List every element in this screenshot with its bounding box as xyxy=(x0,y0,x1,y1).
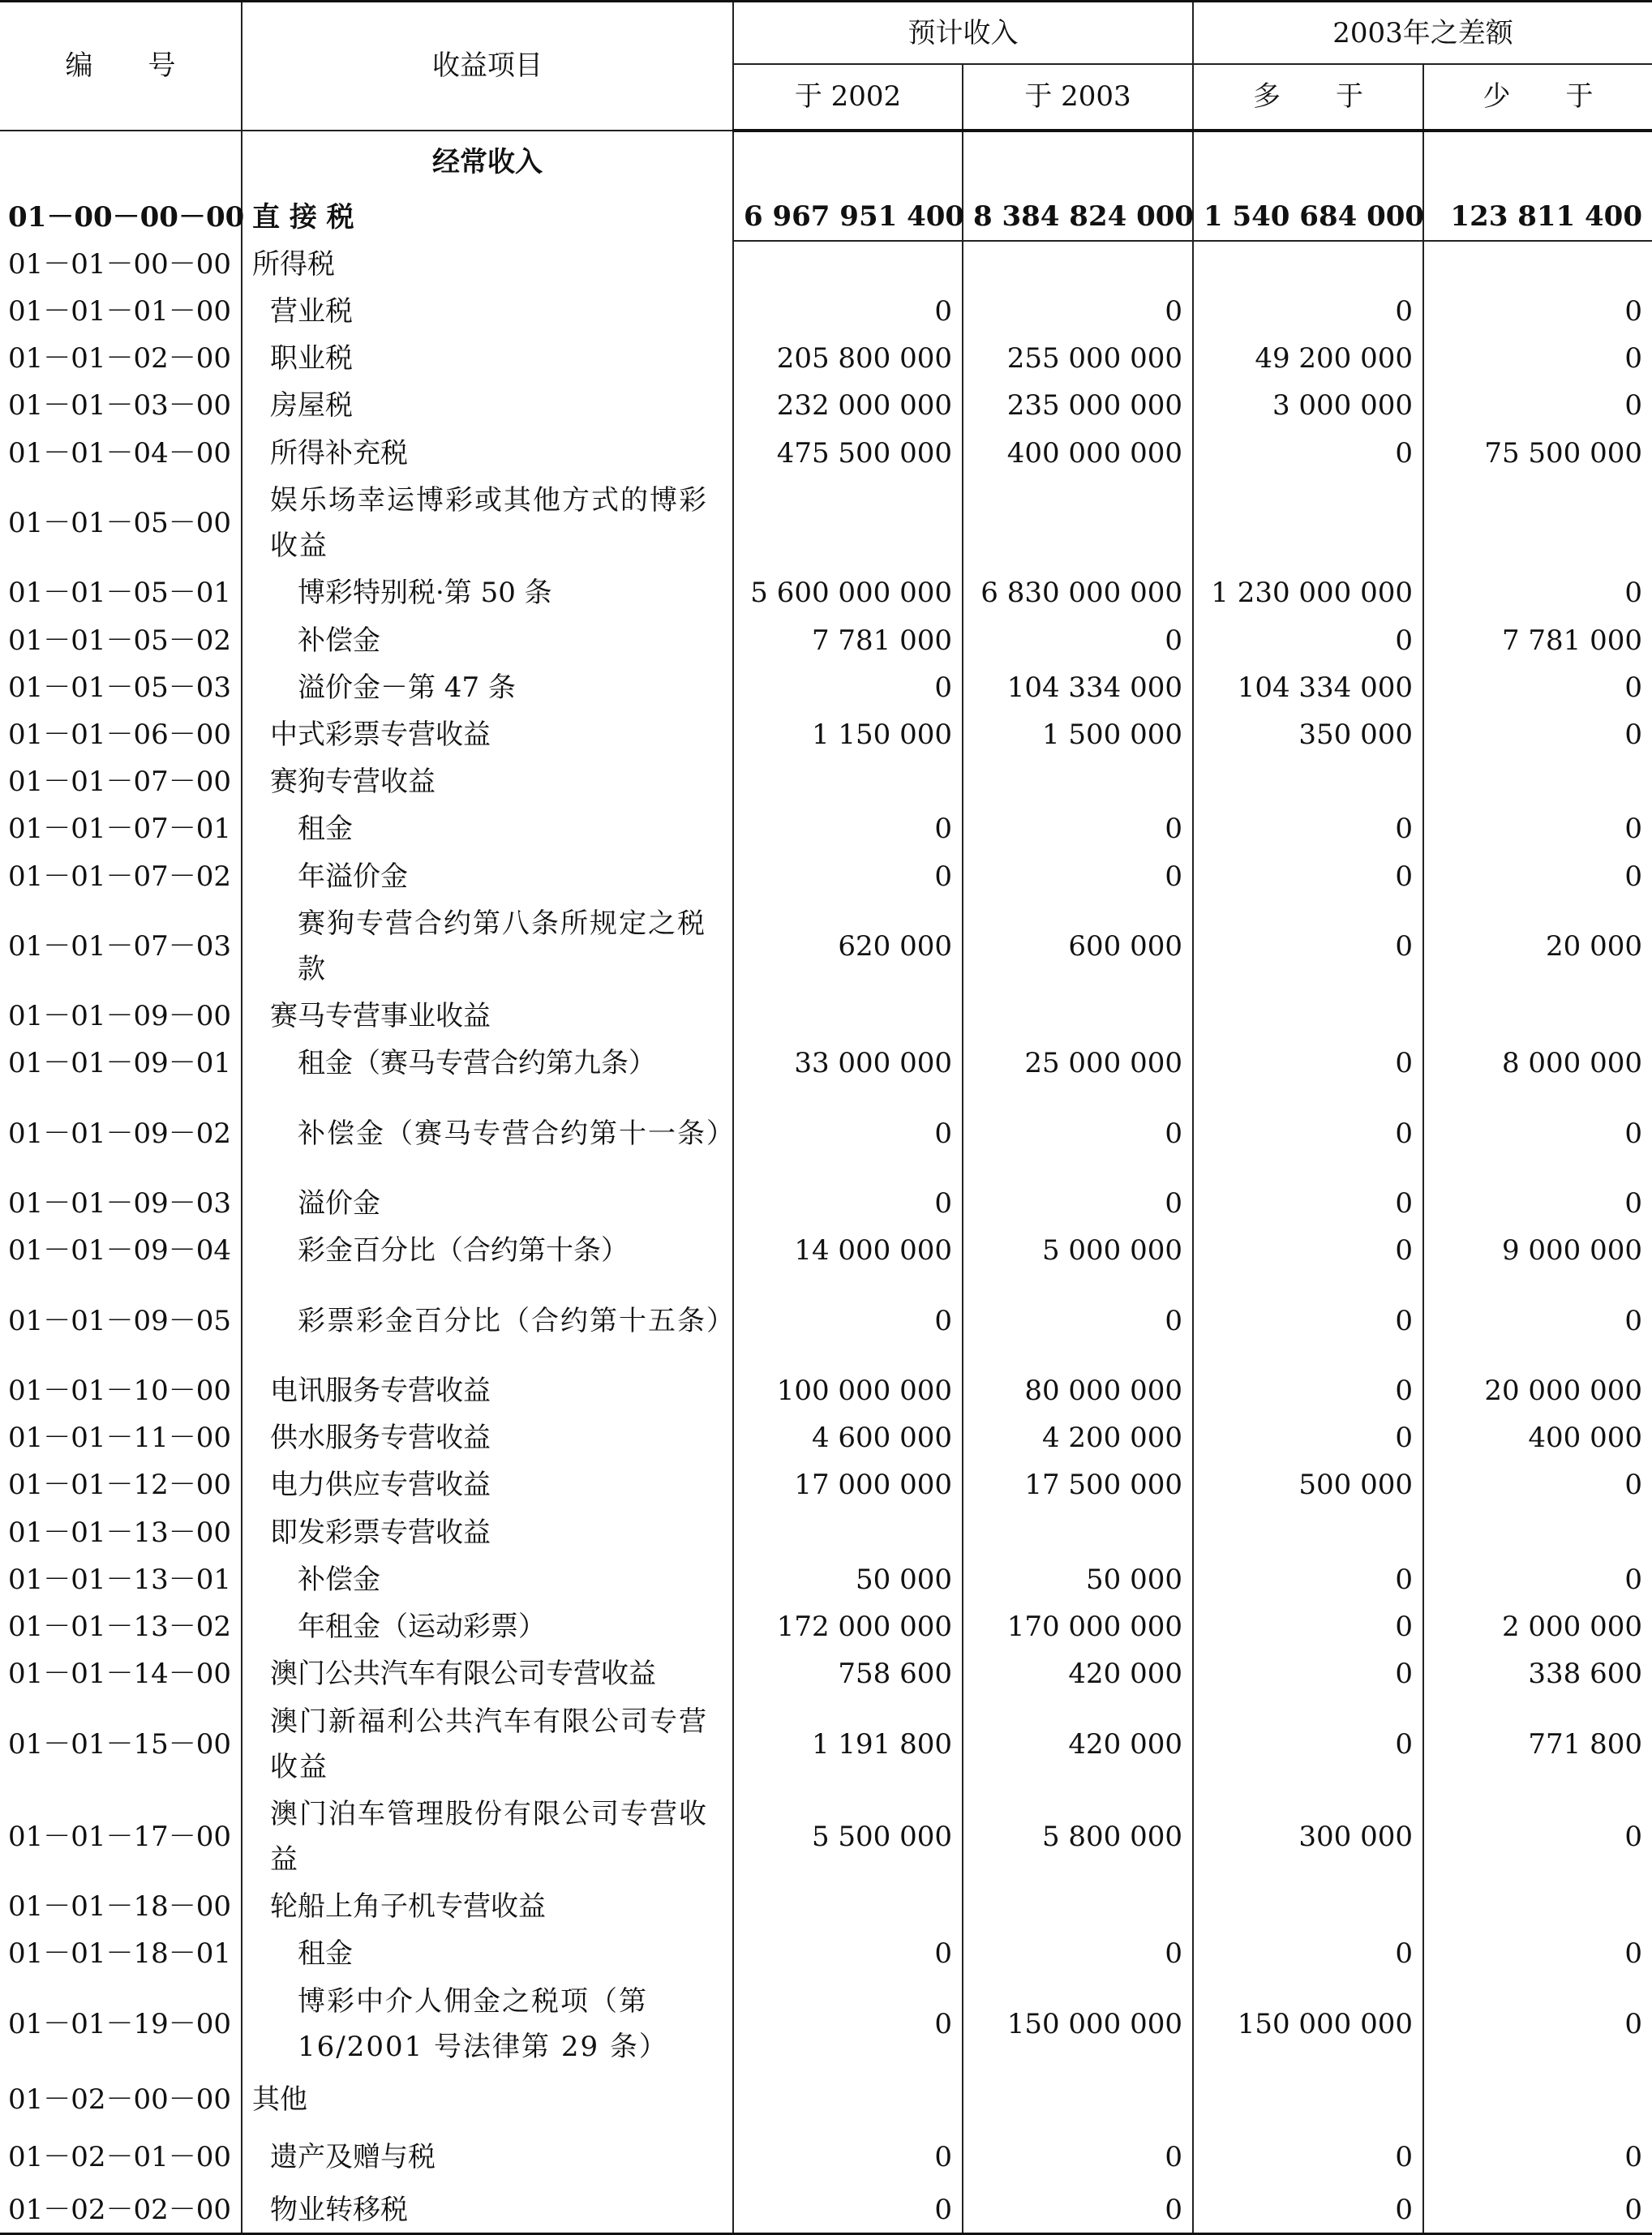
row-code: 01－01－19－00 xyxy=(0,1978,242,2070)
difference-more: 0 xyxy=(1193,1087,1423,1180)
row-item: 溢价金 xyxy=(242,1180,733,1227)
difference-more: 3 000 000 xyxy=(1193,382,1423,429)
table-row xyxy=(0,758,1652,805)
difference-less: 0 xyxy=(1423,1274,1652,1366)
difference-more: 0 xyxy=(1193,1180,1423,1227)
value-2003: 17 500 000 xyxy=(963,1461,1193,1508)
table-row xyxy=(0,1414,1652,1461)
row-item: 补偿金（赛马专营合约第十一条） xyxy=(242,1087,733,1180)
difference-less: 0 xyxy=(1423,711,1652,758)
header-code: 编 号 xyxy=(0,2,242,131)
row-code: 01－01－05－02 xyxy=(0,616,242,663)
row-item: 溢价金－第 47 条 xyxy=(242,664,733,711)
difference-less: 0 xyxy=(1423,1180,1652,1227)
header-less-than: 少 于 xyxy=(1423,64,1652,131)
value-2002: 232 000 000 xyxy=(733,382,963,429)
difference-more: 350 000 xyxy=(1193,711,1423,758)
value-2002 xyxy=(733,241,963,288)
row-code: 01－01－17－00 xyxy=(0,1791,242,1883)
difference-more xyxy=(1193,758,1423,805)
section-empty-cell xyxy=(1423,131,1652,194)
table-row xyxy=(0,711,1652,758)
value-2002: 5 500 000 xyxy=(733,1791,963,1883)
value-2003 xyxy=(963,241,1193,288)
difference-more: 0 xyxy=(1193,288,1423,335)
row-code: 01－01－09－00 xyxy=(0,993,242,1040)
value-2003: 0 xyxy=(963,1930,1193,1977)
value-2003: 0 xyxy=(963,288,1193,335)
table-row xyxy=(0,1087,1652,1180)
value-2003: 0 xyxy=(963,2186,1193,2234)
value-2002: 0 xyxy=(733,2186,963,2234)
row-code: 01－01－09－02 xyxy=(0,1087,242,1180)
table-row xyxy=(0,430,1652,477)
difference-less: 0 xyxy=(1423,1087,1652,1180)
table-row xyxy=(0,805,1652,852)
value-2003: 50 000 xyxy=(963,1556,1193,1603)
value-2002: 6 967 951 400 xyxy=(733,193,963,240)
row-item: 遗产及赠与税 xyxy=(242,2129,733,2187)
section-empty-cell xyxy=(963,131,1193,194)
row-item: 所得补充税 xyxy=(242,430,733,477)
row-code: 01－01－00－00 xyxy=(0,241,242,288)
table-row xyxy=(0,2129,1652,2187)
section-code-empty xyxy=(0,131,242,194)
difference-less xyxy=(1423,241,1652,288)
value-2003: 104 334 000 xyxy=(963,664,1193,711)
row-item: 其他 xyxy=(242,2070,733,2129)
difference-less xyxy=(1423,477,1652,569)
value-2003: 255 000 000 xyxy=(963,335,1193,382)
difference-more: 0 xyxy=(1193,1040,1423,1087)
row-item: 电讯服务专营收益 xyxy=(242,1367,733,1414)
value-2002 xyxy=(733,993,963,1040)
value-2003: 150 000 000 xyxy=(963,1978,1193,2070)
difference-less: 0 xyxy=(1423,1461,1652,1508)
table-row xyxy=(0,616,1652,663)
difference-less: 0 xyxy=(1423,1930,1652,1977)
table-row xyxy=(0,1227,1652,1274)
row-item: 赛狗专营收益 xyxy=(242,758,733,805)
difference-more: 0 xyxy=(1193,805,1423,852)
table-row xyxy=(0,382,1652,429)
table-row xyxy=(0,900,1652,993)
row-item: 彩金百分比（合约第十条） xyxy=(242,1227,733,1274)
difference-more xyxy=(1193,2070,1423,2129)
value-2003 xyxy=(963,1508,1193,1555)
difference-more: 104 334 000 xyxy=(1193,664,1423,711)
value-2003: 0 xyxy=(963,1274,1193,1366)
row-item: 澳门公共汽车有限公司专营收益 xyxy=(242,1650,733,1697)
row-item: 博彩中介人佣金之税项（第 16/2001 号法律第 29 条） xyxy=(242,1978,733,2070)
table-row xyxy=(0,1180,1652,1227)
value-2003: 0 xyxy=(963,853,1193,900)
value-2002: 4 600 000 xyxy=(733,1414,963,1461)
difference-less: 7 781 000 xyxy=(1423,616,1652,663)
table-row xyxy=(0,1650,1652,1697)
table-row xyxy=(0,2186,1652,2234)
difference-more: 1 540 684 000 xyxy=(1193,193,1423,240)
row-code: 01－01－09－05 xyxy=(0,1274,242,1366)
row-item: 补偿金 xyxy=(242,1556,733,1603)
difference-more: 0 xyxy=(1193,1414,1423,1461)
value-2002 xyxy=(733,758,963,805)
row-item: 所得税 xyxy=(242,241,733,288)
table-row xyxy=(0,288,1652,335)
difference-less: 0 xyxy=(1423,2129,1652,2187)
table-row xyxy=(0,1791,1652,1883)
difference-more: 0 xyxy=(1193,2186,1423,2234)
row-code: 01－01－05－03 xyxy=(0,664,242,711)
difference-more: 0 xyxy=(1193,1367,1423,1414)
value-2002 xyxy=(733,2070,963,2129)
difference-more: 0 xyxy=(1193,853,1423,900)
row-code: 01－01－09－04 xyxy=(0,1227,242,1274)
header-item: 收益项目 xyxy=(242,2,733,131)
difference-more: 0 xyxy=(1193,2129,1423,2187)
difference-less: 0 xyxy=(1423,1556,1652,1603)
difference-more: 150 000 000 xyxy=(1193,1978,1423,2070)
row-item: 补偿金 xyxy=(242,616,733,663)
difference-less: 0 xyxy=(1423,1978,1652,2070)
table-row xyxy=(0,1461,1652,1508)
header-year-2002: 于 2002 xyxy=(733,64,963,131)
value-2002: 0 xyxy=(733,664,963,711)
header-estimated-revenue: 预计收入 xyxy=(733,2,1193,65)
value-2002: 14 000 000 xyxy=(733,1227,963,1274)
table-row xyxy=(0,1930,1652,1977)
table-row xyxy=(0,1556,1652,1603)
difference-more: 49 200 000 xyxy=(1193,335,1423,382)
section-empty-cell xyxy=(733,131,963,194)
table-row xyxy=(0,241,1652,288)
value-2003: 170 000 000 xyxy=(963,1603,1193,1650)
value-2002 xyxy=(733,1883,963,1930)
value-2002: 0 xyxy=(733,2129,963,2187)
difference-more: 300 000 xyxy=(1193,1791,1423,1883)
section-title: 经常收入 xyxy=(242,131,733,194)
header-year-2003: 于 2003 xyxy=(963,64,1193,131)
table-row xyxy=(0,1603,1652,1650)
difference-more: 0 xyxy=(1193,1603,1423,1650)
value-2003: 5 000 000 xyxy=(963,1227,1193,1274)
value-2003: 1 500 000 xyxy=(963,711,1193,758)
value-2002: 33 000 000 xyxy=(733,1040,963,1087)
difference-less: 0 xyxy=(1423,2186,1652,2234)
difference-more xyxy=(1193,241,1423,288)
difference-less xyxy=(1423,1508,1652,1555)
table-row xyxy=(0,1274,1652,1366)
row-code: 01－01－15－00 xyxy=(0,1697,242,1790)
difference-less: 0 xyxy=(1423,805,1652,852)
value-2003: 400 000 000 xyxy=(963,430,1193,477)
difference-less: 400 000 xyxy=(1423,1414,1652,1461)
difference-less: 771 800 xyxy=(1423,1697,1652,1790)
difference-more: 0 xyxy=(1193,1556,1423,1603)
difference-more: 0 xyxy=(1193,1274,1423,1366)
value-2002: 758 600 xyxy=(733,1650,963,1697)
value-2002: 0 xyxy=(733,288,963,335)
value-2002: 620 000 xyxy=(733,900,963,993)
value-2002: 1 191 800 xyxy=(733,1697,963,1790)
row-item: 房屋税 xyxy=(242,382,733,429)
table-row xyxy=(0,993,1652,1040)
row-code: 01－01－07－00 xyxy=(0,758,242,805)
value-2003: 5 800 000 xyxy=(963,1791,1193,1883)
row-item: 年租金（运动彩票） xyxy=(242,1603,733,1650)
row-item: 营业税 xyxy=(242,288,733,335)
value-2003: 4 200 000 xyxy=(963,1414,1193,1461)
difference-more: 1 230 000 000 xyxy=(1193,569,1423,616)
row-item: 电力供应专营收益 xyxy=(242,1461,733,1508)
row-item: 租金 xyxy=(242,1930,733,1977)
row-item: 租金（赛马专营合约第九条） xyxy=(242,1040,733,1087)
value-2003 xyxy=(963,2070,1193,2129)
row-item: 供水服务专营收益 xyxy=(242,1414,733,1461)
difference-less: 123 811 400 xyxy=(1423,193,1652,240)
row-code: 01－01－13－01 xyxy=(0,1556,242,1603)
row-code: 01－01－13－02 xyxy=(0,1603,242,1650)
difference-less: 20 000 xyxy=(1423,900,1652,993)
row-code: 01－01－12－00 xyxy=(0,1461,242,1508)
difference-more: 0 xyxy=(1193,900,1423,993)
value-2002: 475 500 000 xyxy=(733,430,963,477)
value-2002: 50 000 xyxy=(733,1556,963,1603)
difference-more: 0 xyxy=(1193,430,1423,477)
difference-less xyxy=(1423,758,1652,805)
header-more-than: 多 于 xyxy=(1193,64,1423,131)
value-2002: 5 600 000 000 xyxy=(733,569,963,616)
difference-more: 0 xyxy=(1193,1650,1423,1697)
row-code: 01－01－03－00 xyxy=(0,382,242,429)
value-2002: 0 xyxy=(733,805,963,852)
value-2002: 0 xyxy=(733,1180,963,1227)
row-item: 赛马专营事业收益 xyxy=(242,993,733,1040)
difference-less: 0 xyxy=(1423,664,1652,711)
value-2003: 25 000 000 xyxy=(963,1040,1193,1087)
difference-less: 0 xyxy=(1423,853,1652,900)
value-2003: 0 xyxy=(963,805,1193,852)
difference-more xyxy=(1193,1883,1423,1930)
table-row xyxy=(0,1978,1652,2070)
row-code: 01－02－00－00 xyxy=(0,2070,242,2129)
value-2002: 0 xyxy=(733,853,963,900)
table-row xyxy=(0,1040,1652,1087)
difference-more: 0 xyxy=(1193,1930,1423,1977)
difference-more: 500 000 xyxy=(1193,1461,1423,1508)
row-code: 01－01－05－01 xyxy=(0,569,242,616)
value-2002: 7 781 000 xyxy=(733,616,963,663)
difference-more xyxy=(1193,477,1423,569)
difference-more: 0 xyxy=(1193,1227,1423,1274)
value-2003: 420 000 xyxy=(963,1650,1193,1697)
row-code: 01－02－02－00 xyxy=(0,2186,242,2234)
difference-less: 8 000 000 xyxy=(1423,1040,1652,1087)
value-2002: 0 xyxy=(733,1930,963,1977)
row-code: 01－01－02－00 xyxy=(0,335,242,382)
row-code: 01－01－14－00 xyxy=(0,1650,242,1697)
value-2002: 172 000 000 xyxy=(733,1603,963,1650)
table-row xyxy=(0,664,1652,711)
difference-less: 0 xyxy=(1423,382,1652,429)
row-item: 直 接 税 xyxy=(242,193,733,240)
value-2002: 0 xyxy=(733,1087,963,1180)
value-2003: 0 xyxy=(963,1087,1193,1180)
row-code: 01－01－07－02 xyxy=(0,853,242,900)
value-2002: 1 150 000 xyxy=(733,711,963,758)
row-code: 01－01－09－01 xyxy=(0,1040,242,1087)
row-code: 01－01－09－03 xyxy=(0,1180,242,1227)
difference-less: 0 xyxy=(1423,569,1652,616)
row-item: 中式彩票专营收益 xyxy=(242,711,733,758)
row-item: 即发彩票专营收益 xyxy=(242,1508,733,1555)
row-code: 01－01－04－00 xyxy=(0,430,242,477)
value-2003: 0 xyxy=(963,1180,1193,1227)
row-item: 物业转移税 xyxy=(242,2186,733,2234)
row-code: 01－01－18－01 xyxy=(0,1930,242,1977)
row-item: 博彩特别税·第 50 条 xyxy=(242,569,733,616)
difference-less xyxy=(1423,993,1652,1040)
value-2003: 8 384 824 000 xyxy=(963,193,1193,240)
row-code: 01－01－13－00 xyxy=(0,1508,242,1555)
row-code: 01－01－11－00 xyxy=(0,1414,242,1461)
table-row xyxy=(0,477,1652,569)
row-code: 01－01－05－00 xyxy=(0,477,242,569)
difference-less: 2 000 000 xyxy=(1423,1603,1652,1650)
difference-less: 338 600 xyxy=(1423,1650,1652,1697)
row-item: 娱乐场幸运博彩或其他方式的博彩收益 xyxy=(242,477,733,569)
table-row xyxy=(0,569,1652,616)
row-item: 年溢价金 xyxy=(242,853,733,900)
table-row xyxy=(0,1367,1652,1414)
difference-less: 20 000 000 xyxy=(1423,1367,1652,1414)
row-item: 澳门泊车管理股份有限公司专营收益 xyxy=(242,1791,733,1883)
row-item: 轮船上角子机专营收益 xyxy=(242,1883,733,1930)
table-row xyxy=(0,1508,1652,1555)
value-2003: 6 830 000 000 xyxy=(963,569,1193,616)
value-2003 xyxy=(963,1883,1193,1930)
section-empty-cell xyxy=(1193,131,1423,194)
row-code: 01－01－06－00 xyxy=(0,711,242,758)
value-2003 xyxy=(963,758,1193,805)
difference-less xyxy=(1423,1883,1652,1930)
value-2003 xyxy=(963,993,1193,1040)
table-row xyxy=(0,1883,1652,1930)
table-row xyxy=(0,335,1652,382)
difference-less: 9 000 000 xyxy=(1423,1227,1652,1274)
row-code: 01－01－18－00 xyxy=(0,1883,242,1930)
table-row xyxy=(0,1697,1652,1790)
value-2002: 100 000 000 xyxy=(733,1367,963,1414)
value-2003: 420 000 xyxy=(963,1697,1193,1790)
row-code: 01－01－07－03 xyxy=(0,900,242,993)
header-difference-2003: 2003年之差额 xyxy=(1193,2,1652,65)
value-2003: 0 xyxy=(963,616,1193,663)
row-item: 赛狗专营合约第八条所规定之税款 xyxy=(242,900,733,993)
value-2002: 17 000 000 xyxy=(733,1461,963,1508)
value-2002: 0 xyxy=(733,1978,963,2070)
difference-more: 0 xyxy=(1193,616,1423,663)
value-2003: 0 xyxy=(963,2129,1193,2187)
row-code: 01－01－07－01 xyxy=(0,805,242,852)
table-row xyxy=(0,2070,1652,2129)
difference-less: 75 500 000 xyxy=(1423,430,1652,477)
difference-less: 0 xyxy=(1423,335,1652,382)
difference-more xyxy=(1193,1508,1423,1555)
table-row xyxy=(0,853,1652,900)
value-2003: 235 000 000 xyxy=(963,382,1193,429)
row-item: 租金 xyxy=(242,805,733,852)
value-2002 xyxy=(733,477,963,569)
difference-less: 0 xyxy=(1423,288,1652,335)
row-item: 彩票彩金百分比（合约第十五条） xyxy=(242,1274,733,1366)
row-code: 01－00－00－00 xyxy=(0,193,242,240)
difference-less: 0 xyxy=(1423,1791,1652,1883)
row-code: 01－01－10－00 xyxy=(0,1367,242,1414)
value-2002: 0 xyxy=(733,1274,963,1366)
difference-less xyxy=(1423,2070,1652,2129)
row-item: 澳门新福利公共汽车有限公司专营收益 xyxy=(242,1697,733,1790)
value-2003 xyxy=(963,477,1193,569)
difference-more: 0 xyxy=(1193,1697,1423,1790)
value-2003: 600 000 xyxy=(963,900,1193,993)
value-2002 xyxy=(733,1508,963,1555)
row-code: 01－01－01－00 xyxy=(0,288,242,335)
value-2002: 205 800 000 xyxy=(733,335,963,382)
row-item: 职业税 xyxy=(242,335,733,382)
value-2003: 80 000 000 xyxy=(963,1367,1193,1414)
difference-more xyxy=(1193,993,1423,1040)
row-code: 01－02－01－00 xyxy=(0,2129,242,2187)
table-row xyxy=(0,193,1652,240)
